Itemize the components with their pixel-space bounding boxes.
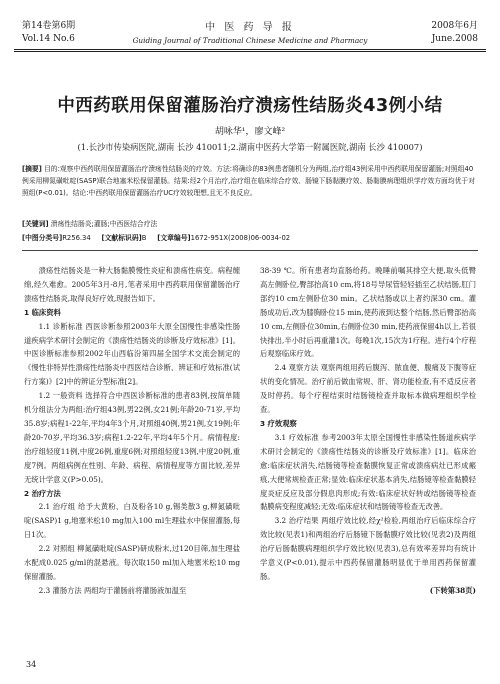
volume-en: Vol.14 No.6	[22, 34, 75, 44]
body-paragraph: 38-39 ℃。所有患者均直肠给药。晚睡前嘱其排空大便,取头低臀高左侧卧位,臀部抬高10 cm,将18号导尿管轻轻插至乙状结肠,肛门部约10 cm左侧卧位30 min。乙状结肠或以上者约深30 cm。灌肠成功后,改为膝胸卧位15 min,使药液到达整个结肠,然后臀部抬高10 cm,左侧卧位30min,右侧卧位30 min,使药液保留4h以上,若很快排出,半小时后再重灌1次。每晚1次,15次为1疗程。进行4个疗程后观察临床疗效。	[260, 266, 476, 359]
left-column	[24, 264, 240, 598]
abstract-text: 目的:观察中西药联用保留灌肠治疗溃疡性结肠炎的疗效。方法:将确诊的83例患者随机分为两组,治疗组43例采用中西药联用保留灌肠;对照组40例采用柳氮磺吡啶(SASP)联合地塞米松保留灌肠。结果:经2个月治疗,治疗组在临床综合疗效、肠镜下肠黏膜疗效、肠黏膜病理组织学疗效方面均优于对照组(P<0.01)。结论:中西药联用保留灌肠治疗UC疗效较理想,且无不良反应。	[22, 165, 475, 197]
body-paragraph: 3.1 疗效标准 参考2003年太原全国慢性非感染性肠道疾病学术研讨会制定的《溃疡性结肠炎的诊断及疗效标准》[1]。临床治愈:临床症状消失,结肠镜等检查黏膜恢复正常或溃疡病灶已形成瘢痕,大便常规检查正常;显效:临床症状基本消失,结肠镜等检查黏膜轻度炎症反应及部分假息肉形成;有效:临床症状好转或结肠镜等检查黏膜病变程度减轻;无效:临床症状和结肠镜等检查无改善。	[260, 432, 476, 512]
keywords-text: 溃疡性结肠炎;灌肠;中西医结合疗法	[50, 220, 158, 228]
right-column	[260, 264, 476, 598]
journal-title-cn: 中 医 药 导 报	[205, 22, 295, 33]
authors: 胡咏华¹，廖文峰²	[214, 127, 286, 137]
clc-value: R256.34	[62, 234, 91, 242]
section-heading: 1 临床资料	[24, 307, 61, 317]
affiliations: (1.长沙市传染病医院,湖南 长沙 410011;2.湖南中医药大学第一附属医院,湖南 长沙 410007)	[77, 142, 423, 152]
date-en: June.2008	[431, 34, 478, 44]
abstract-rule	[22, 250, 478, 251]
date-cn: 2008年6月	[431, 21, 478, 31]
journal-title-en: Guiding Journal of Traditional Chinese Medicine and Pharmacy	[132, 36, 368, 45]
article-title: 中西药联用保留灌肠治疗溃疡性结肠炎43例小结	[57, 96, 443, 116]
body-paragraph: 3.2 治疗结果 两组疗效比较,经χ²检验,两组治疗后临床综合疗效比较(见表1)和两组治疗后肠镜下肠黏膜疗效比较(见表2)及两组治疗后肠黏膜病理组织学疗效比较(见表3),总有效率差异均有统计学意义(P<0.01),提示中西药保留灌肠明显优于单用西药保留灌肠。	[260, 516, 476, 581]
doc-value: B	[141, 234, 147, 242]
body-paragraph: 2.3 灌肠方法 两组均于灌肠前将灌肠液加温至	[38, 585, 187, 595]
keywords-label: [关键词]	[22, 220, 49, 228]
volume-cn: 第14卷第6期	[22, 21, 76, 31]
section-heading: 3 疗效观察	[260, 418, 297, 428]
abstract	[22, 163, 478, 199]
body-paragraph: 2.1 治疗组 给予大黄粉、白及粉各10 g,锡类散3 g,柳氮磺吡啶(SASP)1 g,地塞米松10 mg加入100 ml生理盐水中保留灌肠,每日1次。	[24, 502, 240, 540]
doc-label: [文献标识码]	[101, 234, 142, 242]
body-paragraph: 1.2 一般资料 选择符合中西医诊断标准的患者83例,按简单随机分组法分为两组:治疗组43例,男22例,女21例;年龄20-71岁,平均35.8岁;病程1-22年,平均4年3个月,对照组40例,男21例,女19例;年龄20-70岁,平均36.3岁;病程1.2-22年,平均4年5个月。病情程度:治疗组轻度11例,中度26例,重度6例;对照组轻度13例,中度20例,重度7例。两组病例在性别、年龄、病程、病情程度等方面比较,差异无统计学意义(P>0.05)。	[24, 391, 240, 484]
body-paragraph: 溃疡性结肠炎是一种大肠黏膜慢性炎症和溃疡性病变。病程缠绵,经久难愈。2005年3月-8月,笔者采用中西药联用保留灌肠治疗溃疡性结肠炎,取得良好疗效,现报告如下。	[24, 266, 240, 303]
header-rule	[14, 49, 486, 50]
keywords	[22, 218, 478, 230]
id-value: 1672-951X(2008)06-0034-02	[190, 234, 291, 242]
classification-line	[22, 232, 478, 244]
body-paragraph: 1.1 诊断标准 西医诊断参照2003年大原全国慢性非感染性肠道疾病学术研讨会制定的《溃疡性结肠炎的诊断及疗效标准》[1]。中医诊断标准参照2002年山西临汾第四届全国学术交流会制定的《慢性非特异性溃疡性结肠炎中西医结合诊断、辨证和疗效标准(试行方案)》[2]中的辨证分型标准[2]。	[24, 321, 240, 387]
section-heading: 2 治疗方法	[24, 488, 61, 498]
running-header	[0, 0, 500, 52]
body-paragraph: 2.2 对照组 柳氮磺吡啶(SASP)研成粉末,过120目筛,加生理盐水配成0.025 g/ml的混悬液。每次取150 ml加入地塞米松10 mg保留灌肠。	[24, 544, 240, 581]
id-label: [文章编号]	[157, 234, 191, 242]
abstract-label: [摘要]	[22, 165, 42, 173]
continued-note: (下转第38页)	[429, 585, 476, 595]
page-number: 34	[26, 660, 37, 669]
clc-label: [中图分类号]	[22, 234, 63, 242]
header-rule-2	[14, 51, 486, 52]
body-paragraph: 2.4 观察方法 观察两组用药后腹泻、脓血便、腹痛及下腹等症状的变化情况。治疗前后做血常规、肝、肾功能检查,有不适反应者及时停药。每个疗程结束时结肠镜检查并取标本做病理组织学检查。	[260, 363, 476, 415]
